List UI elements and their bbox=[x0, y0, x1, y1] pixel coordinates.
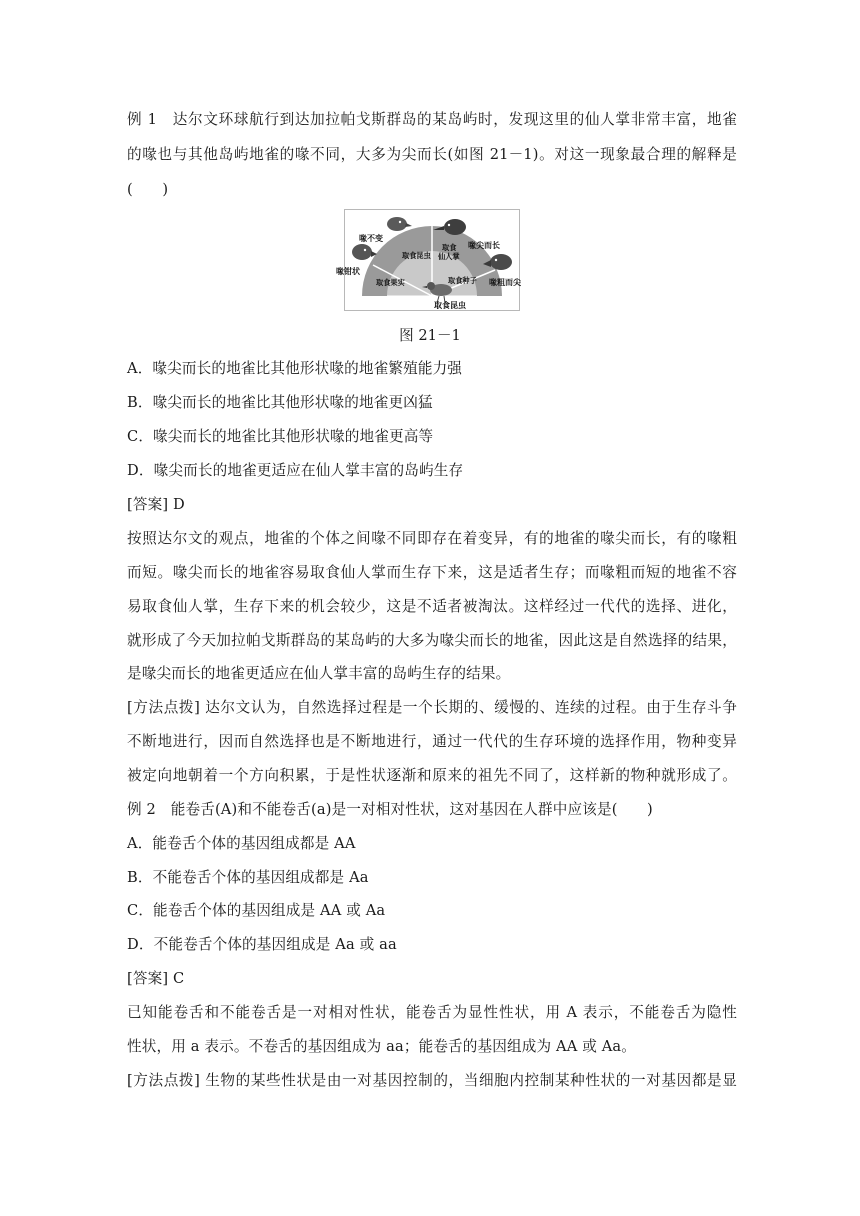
explanation-2-line-1: 已知能卷舌和不能卷舌是一对相对性状，能卷舌为显性性状，用 A 表示，不能卷舌为隐性 bbox=[127, 1004, 737, 1021]
label-eat-fruit: 取食果实 bbox=[376, 278, 405, 287]
figure-caption: 图 21－1 bbox=[399, 327, 461, 344]
option-2-d: D．不能卷舌个体的基因组成是 Aa 或 aa bbox=[127, 936, 397, 953]
option-1-c: C．喙尖而长的地雀比其他形状喙的地雀更高等 bbox=[127, 428, 434, 445]
label-beak-thick-pointed: 喙粗而尖 bbox=[489, 278, 521, 287]
option-1-b: B．喙尖而长的地雀比其他形状喙的地雀更凶猛 bbox=[127, 394, 433, 411]
option-1-d: D．喙尖而长的地雀更适应在仙人掌丰富的岛屿生存 bbox=[127, 462, 464, 479]
explanation-1-line-3: 易取食仙人掌，生存下来的机会较少，这是不适者被淘汰。这样经过一代代的选择、进化， bbox=[127, 598, 737, 615]
explanation-1-line-2: 而短。喙尖而长的地雀容易取食仙人掌而生存下来，这是适者生存；而喙粗而短的地雀不容 bbox=[127, 564, 737, 581]
answer-1: [答案] D bbox=[127, 496, 185, 513]
label-eat-cactus-2: 仙人掌 bbox=[438, 252, 460, 261]
label-beak-pincer: 喙钳状 bbox=[336, 267, 360, 276]
finch-head-icon-3 bbox=[352, 244, 377, 260]
explanation-1-line-5: 是喙尖而长的地雀更适应在仙人掌丰富的岛屿生存的结果。 bbox=[127, 665, 511, 682]
example1-line-2: 的喙也与其他岛屿地雀的喙不同，大多为尖而长(如图 21－1)。对这一现象最合理的解释是 bbox=[127, 146, 737, 163]
option-2-c: C．能卷舌个体的基因组成是 AA 或 Aa bbox=[127, 902, 386, 919]
method-1-line-3: 被定向地朝着一个方向积累，于是性状逐渐和原来的祖先不同了，这样新的物种就形成了。 bbox=[127, 767, 737, 784]
method-1-line-2: 不断地进行，因而自然选择也是不断地进行，通过一代代的生存环境的选择作用，物种变异 bbox=[127, 733, 737, 750]
option-2-a: A．能卷舌个体的基因组成都是 AA bbox=[127, 835, 356, 852]
explanation-1-line-4: 就形成了今天加拉帕戈斯群岛的某岛屿的大多为喙尖而长的地雀，因此这是自然选择的结果， bbox=[127, 632, 737, 649]
option-2-b: B．不能卷舌个体的基因组成都是 Aa bbox=[127, 869, 369, 886]
example2-line-1: 例 2 能卷舌(A)和不能卷舌(a)是一对相对性状，这对基因在人群中应该是( ) bbox=[127, 801, 653, 818]
example1-line-3: ( ) bbox=[127, 181, 169, 198]
label-eat-seeds: 取食种子 bbox=[448, 276, 477, 285]
label-beak-unchanged: 喙不变 bbox=[359, 234, 383, 243]
example1-line-1: 例 1 达尔文环球航行到达加拉帕戈斯群岛的某岛屿时，发现这里的仙人掌非常丰富，地雀 bbox=[127, 111, 737, 128]
explanation-1-line-1: 按照达尔文的观点，地雀的个体之间喙不同即存在着变异，有的地雀的喙尖而长，有的喙粗 bbox=[127, 530, 737, 547]
method-1-line-1: [方法点拨] 达尔文认为，自然选择过程是一个长期的、缓慢的、连续的过程。由于生存斗争 bbox=[127, 699, 737, 716]
explanation-2-line-2: 性状，用 a 表示。不卷舌的基因组成为 aa；能卷舌的基因组成为 AA 或 Aa。 bbox=[127, 1038, 637, 1055]
label-eat-insects-bottom: 取食昆虫 bbox=[434, 301, 466, 310]
answer-2: [答案] C bbox=[127, 970, 185, 987]
option-1-a: A．喙尖而长的地雀比其他形状喙的地雀繁殖能力强 bbox=[127, 360, 463, 377]
finch-beak-figure bbox=[336, 209, 521, 311]
label-eat-insects-inner: 取食昆虫 bbox=[402, 251, 431, 260]
method-2-line-1: [方法点拨] 生物的某些性状是由一对基因控制的，当细胞内控制某种性状的一对基因都是显 bbox=[127, 1072, 737, 1089]
label-beak-pointed-long: 喙尖而长 bbox=[468, 241, 500, 250]
label-eat-cactus-1: 取食 bbox=[442, 243, 457, 252]
finch-head-icon-1 bbox=[387, 217, 412, 231]
finch-beak-diagram bbox=[345, 210, 519, 310]
